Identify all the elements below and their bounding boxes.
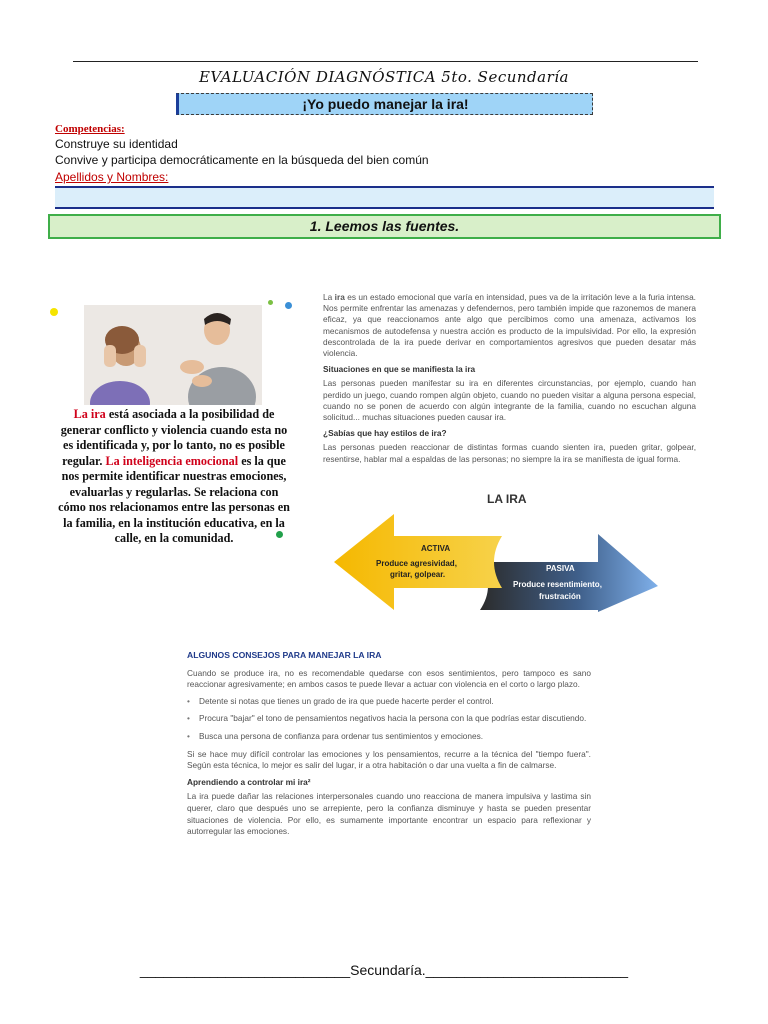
pasiva-label: PASIVA xyxy=(546,564,575,573)
activa-label: ACTIVA xyxy=(421,544,451,553)
situaciones-text: Las personas pueden manifestar su ira en diferentes circunstancias, por ejemplo, cuando han perdido un juego, cuando rompen algún objeto, cuando no pueden visitar a alguna persona especial, cuando no se ponen de acuerdo con algún integrante de la familia, cuando no escuchan alguna solicitud... muchas situaciones pueden causar ira. xyxy=(323,378,696,423)
section-heading: 1. Leemos las fuentes. xyxy=(48,214,721,239)
consejos-section xyxy=(187,650,591,843)
top-rule xyxy=(73,61,698,62)
decor-dot xyxy=(268,300,273,305)
list-item: • Detente si notas que tienes un grado de ira que puede hacerte perder el control. xyxy=(187,696,591,708)
tiempo-fuera-text: Si se hace muy difícil controlar las emociones y los pensamientos, recurre a la técnica del "tiempo fuera". Según esta técnica, lo mejor es salir del lugar, ir a otra habitación o dar una vuelta a fin de calmarse. xyxy=(187,748,591,771)
estilos-text: Las personas pueden reaccionar de distintas formas cuando sienten ira, pueden gritar, golpear, resentirse, hablar mal a espaldas de las personas; no siempre la ira se manifiesta de igual forma. xyxy=(323,442,696,464)
situaciones-heading: Situaciones en que se manifiesta la ira xyxy=(323,364,476,375)
name-label: Apellidos y Nombres: xyxy=(55,170,169,184)
estilos-heading: ¿Sabías que hay estilos de ira? xyxy=(323,428,447,439)
controlar-ira-heading: Aprendiendo a controlar mi ira² xyxy=(187,776,311,787)
ira-definition-bold: ira xyxy=(334,292,345,302)
decor-dot xyxy=(285,302,292,309)
pasiva-desc-1: Produce resentimiento, xyxy=(513,580,602,589)
activa-desc-1: Produce agresividad, xyxy=(376,559,457,568)
competencia-item: Construye su identidad xyxy=(55,137,178,151)
ira-text-1: está asociada a la posibilidad de generar conflicto y violencia cuando esta no es identificada y, por lo tanto, no es posible regular. xyxy=(60,407,288,468)
ira-definition-pre: La xyxy=(323,292,335,302)
ira-definition-post: es un estado emocional que varía en intensidad, pues va de la irritación leve a la furia intensa. Nos permite enfrentar las amenazas y defendernos, pero también impide que razonemos de manera eficaz, ya que reaccionamos ante algo que percibimos como una amenaza, activamos los mecanismos de autodefensa y nuestra acción es producto de la impulsividad. Por ello, la expresión descontrolada de la ira puede derivar en comportamientos agresivos que pueden desatar más violencia. xyxy=(323,292,696,359)
consejos-list xyxy=(187,696,591,743)
ira-highlight: La ira xyxy=(73,407,106,421)
ira-explanation xyxy=(323,292,696,470)
ira-arrows-diagram xyxy=(330,510,662,614)
title-banner: ¡Yo puedo manejar la ira! xyxy=(176,93,593,115)
ira-diagram-title: LA IRA xyxy=(487,492,527,506)
pasiva-desc-2: frustración xyxy=(539,592,581,601)
ira-definition xyxy=(323,292,696,359)
consejos-intro: Cuando se produce ira, no es recomendable quedarse con esos sentimientos, pero tampoco es sano reaccionar agresivamente; en ambos casos te puede llevar a actuar con violencia en el corto o largo plazo. xyxy=(187,667,591,690)
footer-line: ___________________________Secundaría.__________________________ xyxy=(139,962,629,978)
inteligencia-highlight: La inteligencia emocional xyxy=(105,453,239,468)
activa-desc-2: gritar, golpear. xyxy=(390,570,446,579)
competencias-label: Competencias: xyxy=(55,123,125,135)
consejos-title: ALGUNOS CONSEJOS PARA MANEJAR LA IRA xyxy=(187,650,382,660)
list-item: • Busca una persona de confianza para ordenar tus sentimientos y emociones. xyxy=(187,731,591,743)
arguing-couple-photo xyxy=(84,305,262,405)
inteligencia-emocional-text xyxy=(58,407,290,547)
competencia-item: Convive y participa democráticamente en la búsqueda del bien común xyxy=(55,153,429,167)
name-field[interactable] xyxy=(55,186,714,209)
controlar-ira-text: La ira puede dañar las relaciones interpersonales cuando uno reacciona de manera impulsiva y lastima sin querer, claro que después uno se arrepiente, pero la confianza disminuye y hasta se pueden presentar situaciones de violencia. Por ello, es sumamente importante encontrar un espacio para reflexionar y autorregular las emociones. xyxy=(187,791,591,837)
document-title: EVALUACIÓN DIAGNÓSTICA 5to. Secundaría xyxy=(198,68,570,86)
ira-text-2: es la que nos permite identificar nuestras emociones, evaluarlas y regularlas. Se relaciona con cómo nos relacionamos entre las personas en la familia, en la institución educativa, en la calle, en la comunidad. xyxy=(58,453,290,545)
decor-dot xyxy=(50,308,58,316)
list-item: • Procura "bajar" el tono de pensamientos negativos hacia la persona con la que podrías estar discutiendo. xyxy=(187,713,591,725)
arguing-couple-illustration xyxy=(84,305,262,405)
